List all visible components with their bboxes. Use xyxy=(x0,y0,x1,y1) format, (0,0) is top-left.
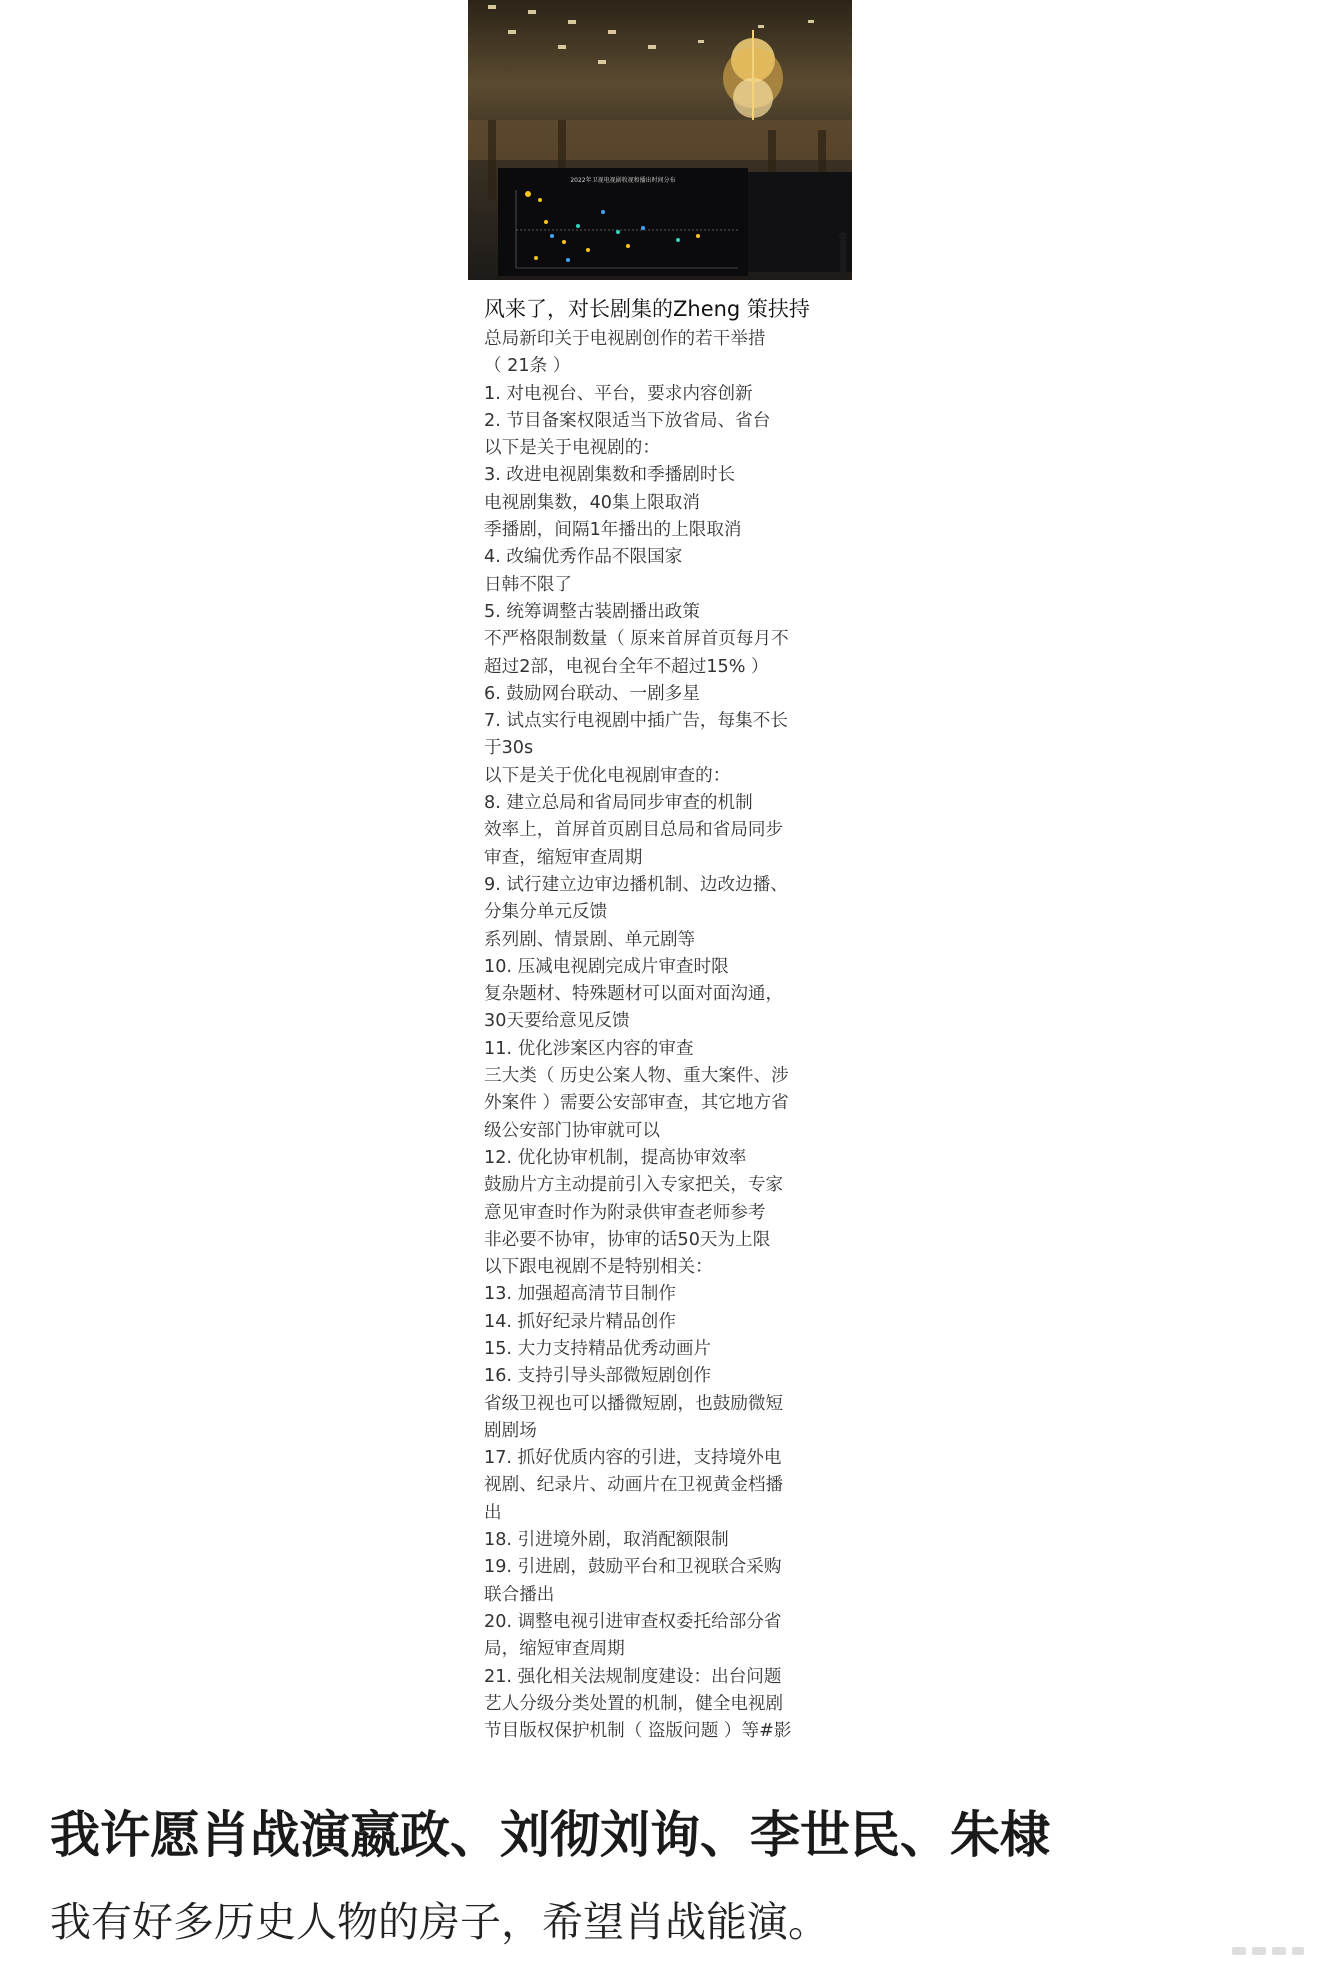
caption-line: 21. 强化相关法规制度建设：出台问题 xyxy=(484,1666,782,1687)
caption-line: 三大类（ 历史公案人物、重大案件、涉 xyxy=(484,1066,789,1087)
caption-line: 14. 抓好纪录片精品创作 xyxy=(484,1311,676,1332)
chandelier-icon xyxy=(723,30,783,120)
caption-line: 1. 对电视台、平台，要求内容创新 xyxy=(484,383,753,404)
caption-line: 8. 建立总局和省局同步审查的机制 xyxy=(484,793,753,814)
caption-line: 审查，缩短审查周期 xyxy=(484,847,643,868)
caption-line: 19. 引进剧，鼓励平台和卫视联合采购 xyxy=(484,1557,782,1578)
conference-photo xyxy=(468,0,852,280)
caption-line: 节目版权保护机制（ 盗版问题 ）等#影 xyxy=(484,1721,792,1742)
caption-lines xyxy=(484,326,844,1745)
caption-line: 复杂题材、特殊题材可以面对面沟通， xyxy=(484,984,784,1005)
caption-line: 效率上，首屏首页剧目总局和省局同步 xyxy=(484,820,784,841)
caption-line: 日韩不限了 xyxy=(484,574,572,595)
caption-line: 艺人分级分类处置的机制，健全电视剧 xyxy=(484,1693,784,1714)
caption-line: 2. 节目备案权限适当下放省局、省台 xyxy=(484,410,771,431)
caption-line: 18. 引进境外剧，取消配额限制 xyxy=(484,1530,729,1551)
caption-block xyxy=(484,294,844,1745)
caption-line: 于30s xyxy=(484,738,534,759)
caption-line: 10. 压减电视剧完成片审查时限 xyxy=(484,956,729,977)
caption-line: 以下是关于优化电视剧审查的： xyxy=(484,765,731,786)
caption-line: （ 21条 ） xyxy=(484,356,571,377)
caption-line: 鼓励片方主动提前引入专家把关，专家 xyxy=(484,1175,784,1196)
caption-line: 9. 试行建立边审边播机制、边改边播、 xyxy=(484,874,788,895)
caption-line: 20. 调整电视引进审查权委托给部分省 xyxy=(484,1611,782,1632)
caption-line: 视剧、纪录片、动画片在卫视黄金档播 xyxy=(484,1475,784,1496)
caption-line: 4. 改编优秀作品不限国家 xyxy=(484,547,683,568)
caption-line: 总局新印关于电视剧创作的若干举措 xyxy=(484,329,766,349)
caption-line: 非必要不协审，协审的话50天为上限 xyxy=(484,1229,771,1250)
conference-photo-art xyxy=(468,0,852,280)
caption-line: 17. 抓好优质内容的引进，支持境外电 xyxy=(484,1448,782,1469)
embedded-screenshot xyxy=(468,0,852,1770)
caption-line: 电视剧集数，40集上限取消 xyxy=(484,492,700,513)
stage-screen-icon xyxy=(498,168,852,276)
caption-line: 超过2部，电视台全年不超过15% ） xyxy=(484,656,769,677)
caption-line: 级公安部门协审就可以 xyxy=(484,1120,660,1141)
caption-line: 季播剧，间隔1年播出的上限取消 xyxy=(484,520,742,541)
caption-line: 剧剧场 xyxy=(484,1420,537,1441)
slide-title: 2022年卫视电视剧收视和播出时间分布 xyxy=(570,177,676,184)
caption-line: 11. 优化涉案区内容的审查 xyxy=(484,1038,694,1059)
caption-line: 15. 大力支持精品优秀动画片 xyxy=(484,1338,712,1359)
caption-line: 12. 优化协审机制，提高协审效率 xyxy=(484,1147,747,1168)
caption-line: 5. 统筹调整古装剧播出政策 xyxy=(484,601,700,622)
caption-line: 30天要给意见反馈 xyxy=(484,1011,630,1032)
caption-line: 联合播出 xyxy=(484,1584,555,1605)
caption-line: 以下跟电视剧不是特别相关： xyxy=(484,1257,713,1278)
caption-line: 13. 加强超高清节目制作 xyxy=(484,1284,676,1305)
caption-line: 省级卫视也可以播微短剧，也鼓励微短 xyxy=(484,1393,784,1414)
watermark-icon xyxy=(1224,1938,1312,1964)
caption-line: 意见审查时作为附录供审查老师参考 xyxy=(484,1202,766,1223)
caption-line: 分集分单元反馈 xyxy=(484,902,608,923)
caption-line: 16. 支持引导头部微短剧创作 xyxy=(484,1366,712,1387)
caption-line: 不严格限制数量（ 原来首屏首页每月不 xyxy=(484,629,789,650)
caption-line: 系列剧、情景剧、单元剧等 xyxy=(484,929,696,950)
caption-line: 局，缩短审查周期 xyxy=(484,1639,625,1660)
post-title: 我许愿肖战演嬴政、刘彻刘询、李世民、朱棣 xyxy=(50,1806,1050,1864)
caption-line: 以下是关于电视剧的： xyxy=(484,438,660,459)
caption-headline: 风来了，对长剧集的Zheng 策扶持 xyxy=(484,297,810,321)
caption-line: 6. 鼓励网台联动、一剧多星 xyxy=(484,683,700,704)
caption-line: 出 xyxy=(484,1502,502,1523)
caption-line: 外案件 ）需要公安部审查，其它地方省 xyxy=(484,1093,789,1114)
caption-line: 3. 改进电视剧集数和季播剧时长 xyxy=(484,465,736,486)
post-wish-text: 我有好多历史人物的房子，希望肖战能演。 xyxy=(50,1898,829,1946)
caption-line: 7. 试点实行电视剧中插广告，每集不长 xyxy=(484,711,788,732)
